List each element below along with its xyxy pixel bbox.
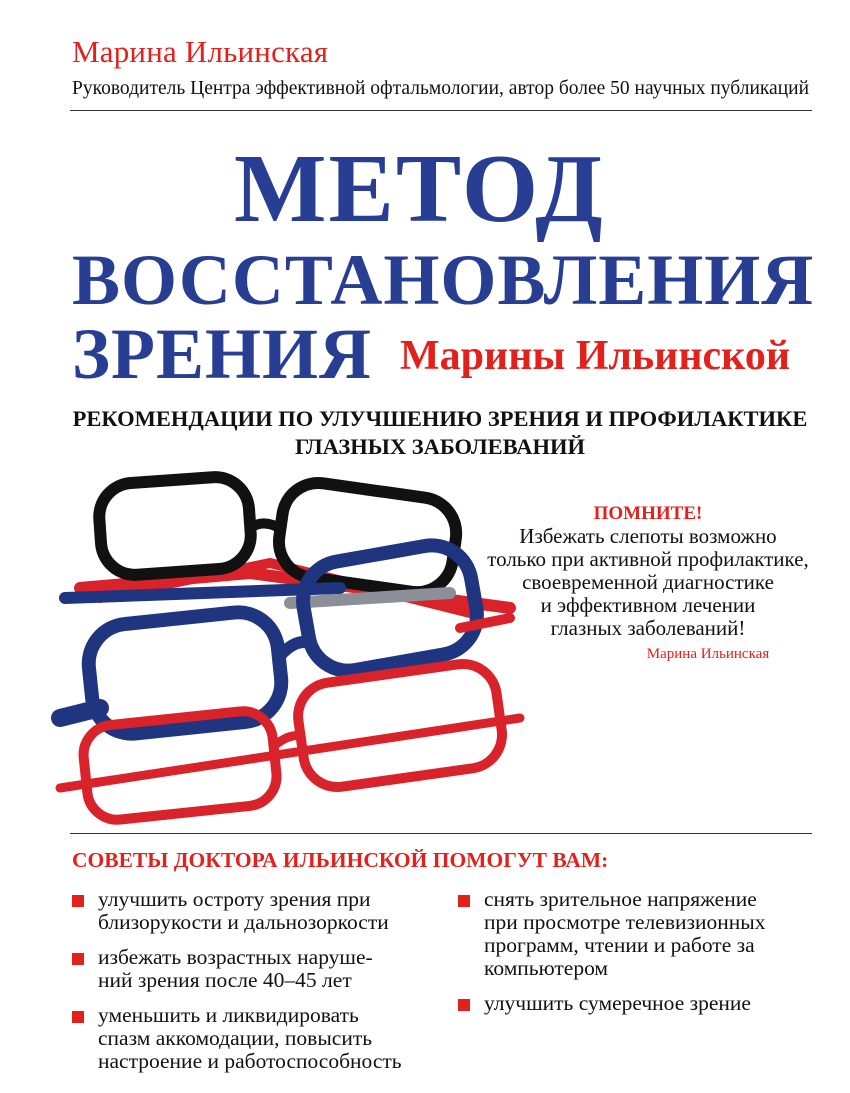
tip-item xyxy=(458,992,818,1015)
tip-line: близорукости и дальнозоркости xyxy=(98,910,389,934)
tip-line: улучшить сумеречное зрение xyxy=(484,991,751,1015)
tip-line: программ, чтении и работе за xyxy=(484,933,755,957)
tip-item xyxy=(72,888,452,934)
remember-line: и эффективном лечении xyxy=(540,593,756,617)
top-divider xyxy=(70,110,812,111)
remember-line: только при активной профилактике, xyxy=(487,547,809,571)
tips-right-column xyxy=(458,888,818,1027)
title-line-2: ВОССТАНОВЛЕНИЯ xyxy=(72,240,815,320)
author-name: Марина Ильинская xyxy=(72,34,329,69)
tip-line: настроение и работоспособность xyxy=(98,1049,402,1073)
remember-title: ПОМНИТЕ! xyxy=(593,503,703,524)
bullet-square-icon xyxy=(458,999,470,1011)
tips-heading: СОВЕТЫ ДОКТОРА ИЛЬИНСКОЙ ПОМОГУТ ВАМ: xyxy=(72,848,609,872)
tip-line: улучшить остроту зрения при xyxy=(98,887,371,911)
bullet-square-icon xyxy=(72,1011,84,1023)
bullet-square-icon xyxy=(72,895,84,907)
subtitle-line: РЕКОМЕНДАЦИИ ПО УЛУЧШЕНИЮ ЗРЕНИЯ И ПРОФИЛАКТИКЕ xyxy=(72,406,808,431)
title-author-part: Марины Ильинской xyxy=(400,333,791,379)
middle-divider xyxy=(70,833,812,834)
remember-line: Избежать слепоты возможно xyxy=(519,524,777,548)
subtitle-line: ГЛАЗНЫХ ЗАБОЛЕВАНИЙ xyxy=(294,434,586,459)
subtitle xyxy=(60,405,820,461)
tip-line: уменьшить и ликвидировать xyxy=(98,1003,359,1027)
tip-line: избежать возрастных наруше- xyxy=(98,945,373,969)
remember-line: глазных заболеваний! xyxy=(550,616,746,640)
tip-item xyxy=(458,888,818,980)
remember-signature: Марина Ильинская xyxy=(646,646,770,662)
tip-line: при просмотре телевизионных xyxy=(484,910,766,934)
remember-line: своевременной диагностике xyxy=(522,570,774,594)
tip-line: ний зрения после 40–45 лет xyxy=(98,968,352,992)
tip-item xyxy=(72,1004,452,1073)
remember-callout xyxy=(478,503,818,663)
tip-line: спазм аккомодации, повысить xyxy=(98,1026,373,1050)
bullet-square-icon xyxy=(458,895,470,907)
tips-left-column xyxy=(72,888,452,1085)
tip-item xyxy=(72,946,452,992)
bullet-square-icon xyxy=(72,953,84,965)
title-line-3: ЗРЕНИЯ xyxy=(72,314,373,394)
tip-line: компьютером xyxy=(484,956,609,980)
title-line-1: МЕТОД xyxy=(234,135,605,243)
tip-line: снять зрительное напряжение xyxy=(484,887,757,911)
author-description: Руководитель Центра эффективной офтальмологии, автор более 50 научных публикаций xyxy=(72,78,810,99)
